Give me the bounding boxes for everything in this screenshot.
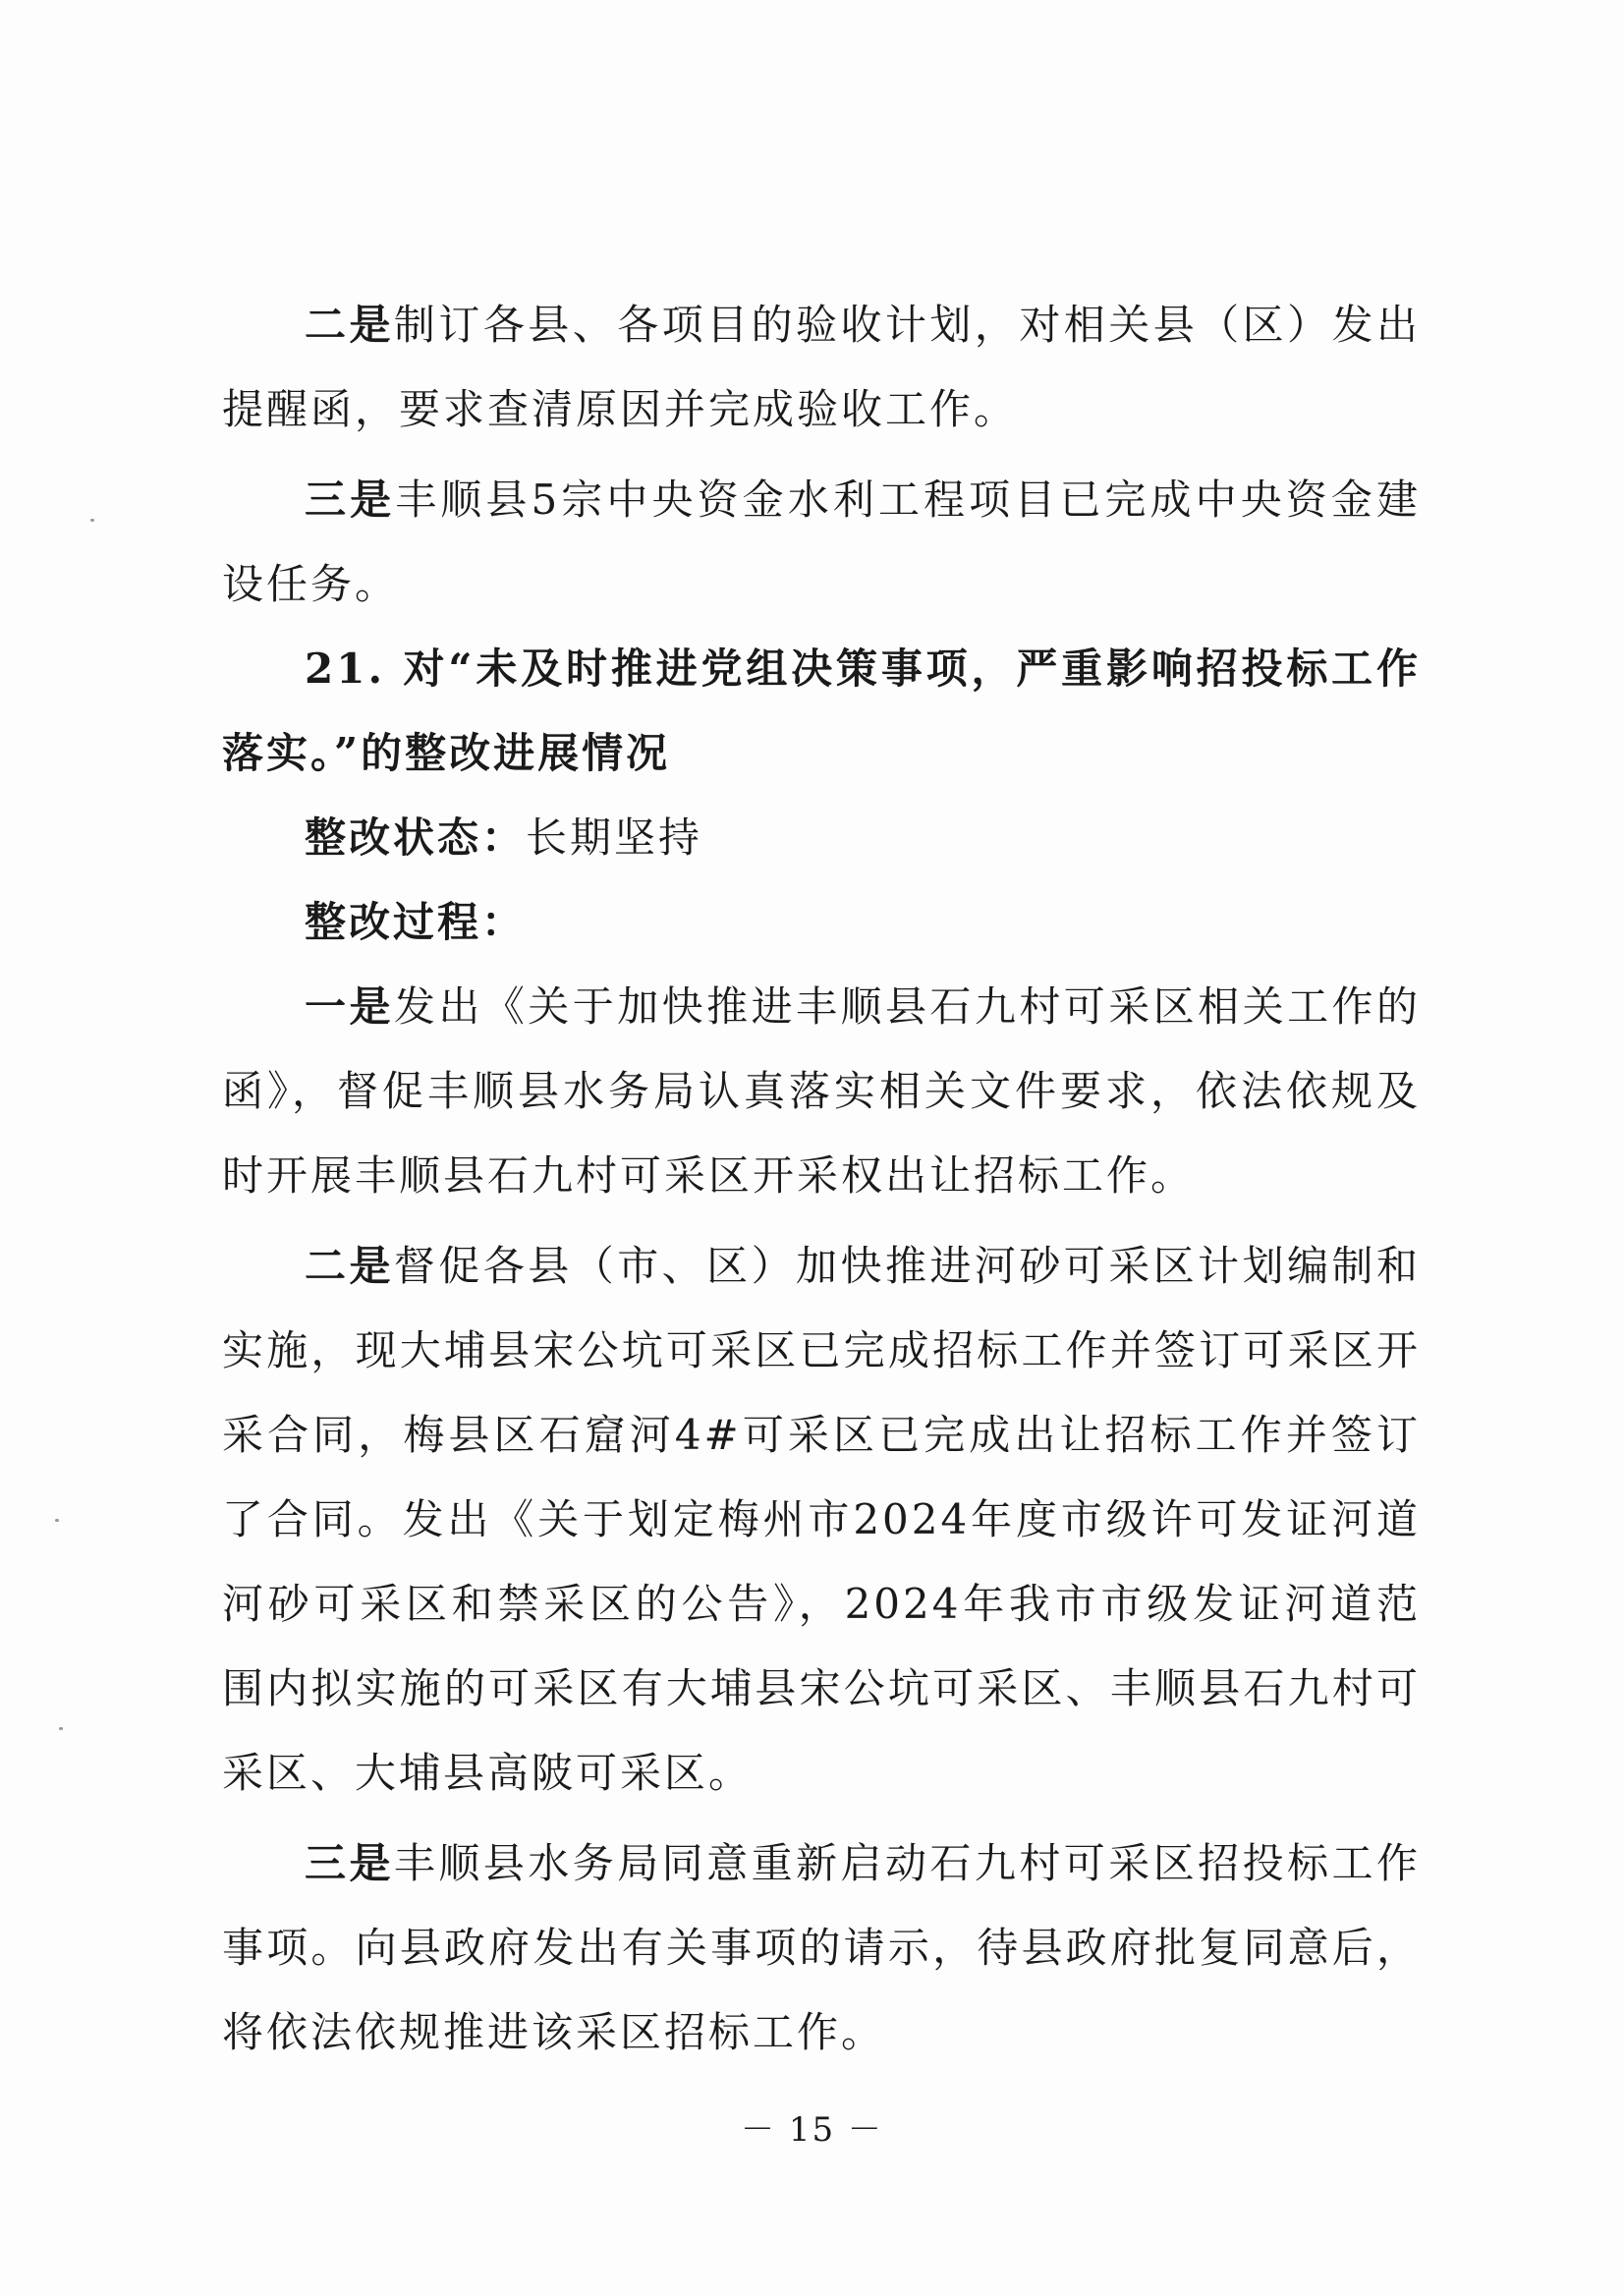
status-label: 整改状态：: [305, 813, 527, 862]
paragraph-central-funds: [222, 458, 1421, 627]
process-step-two: [222, 1224, 1421, 1816]
process-label: 整改过程：: [305, 898, 527, 946]
scan-speck: [55, 1519, 59, 1522]
paragraph-text: 制订各县、各项目的验收计划，对相关县（区）发出提醒函，要求查清原因并完成验收工作。: [222, 301, 1421, 433]
status-value: 长期坚持: [526, 813, 703, 862]
process-step-one: [222, 965, 1421, 1218]
process-step-three: [222, 1821, 1421, 2075]
paragraph-lead: 三是: [305, 1839, 394, 1887]
paragraph-lead: 三是: [305, 476, 396, 524]
rectification-status: [222, 796, 1421, 880]
paragraph-text: 发出《关于加快推进丰顺县石九村可采区相关工作的函》，督促丰顺县水务局认真落实相关文件要求，依法依规及时开展丰顺县石九村可采区开采权出让招标工作。: [222, 982, 1421, 1200]
scan-speck: [59, 1727, 63, 1730]
paragraph-lead: 一是: [305, 982, 394, 1031]
scan-speck: [90, 519, 94, 522]
rectification-process-label: [222, 880, 1421, 965]
section-heading: 21. 对“未及时推进党组决策事项，严重影响招投标工作落实。”的整改进展情况: [222, 644, 1421, 777]
paragraph-text: 丰顺县水务局同意重新启动石九村可采区招投标工作事项。向县政府发出有关事项的请示，待县政府批复同意后，将依法依规推进该采区招标工作。: [222, 1839, 1421, 2056]
paragraph-acceptance-plan: [222, 283, 1421, 452]
page-number: － 15 －: [741, 2110, 883, 2150]
paragraph-text: 督促各县（市、区）加快推进河砂可采区计划编制和实施，现大埔县宋公坑可采区已完成招标工作并签订可采区开采合同，梅县区石窟河4#可采区已完成出让招标工作并签订了合同。发出《关于划定梅州市2024年度市级许可发证河道河砂可采区和禁采区的公告》，2024年我市市级发证河道范围内拟实施的可采区有大埔县宋公坑可采区、丰顺县石九村可采区、大埔县高陂可采区。: [222, 1242, 1421, 1797]
paragraph-lead: 二是: [305, 301, 394, 349]
document-body: [222, 283, 1421, 2075]
paragraph-lead: 二是: [305, 1242, 394, 1290]
paragraph-text: 丰顺县5宗中央资金水利工程项目已完成中央资金建设任务。: [222, 476, 1421, 608]
